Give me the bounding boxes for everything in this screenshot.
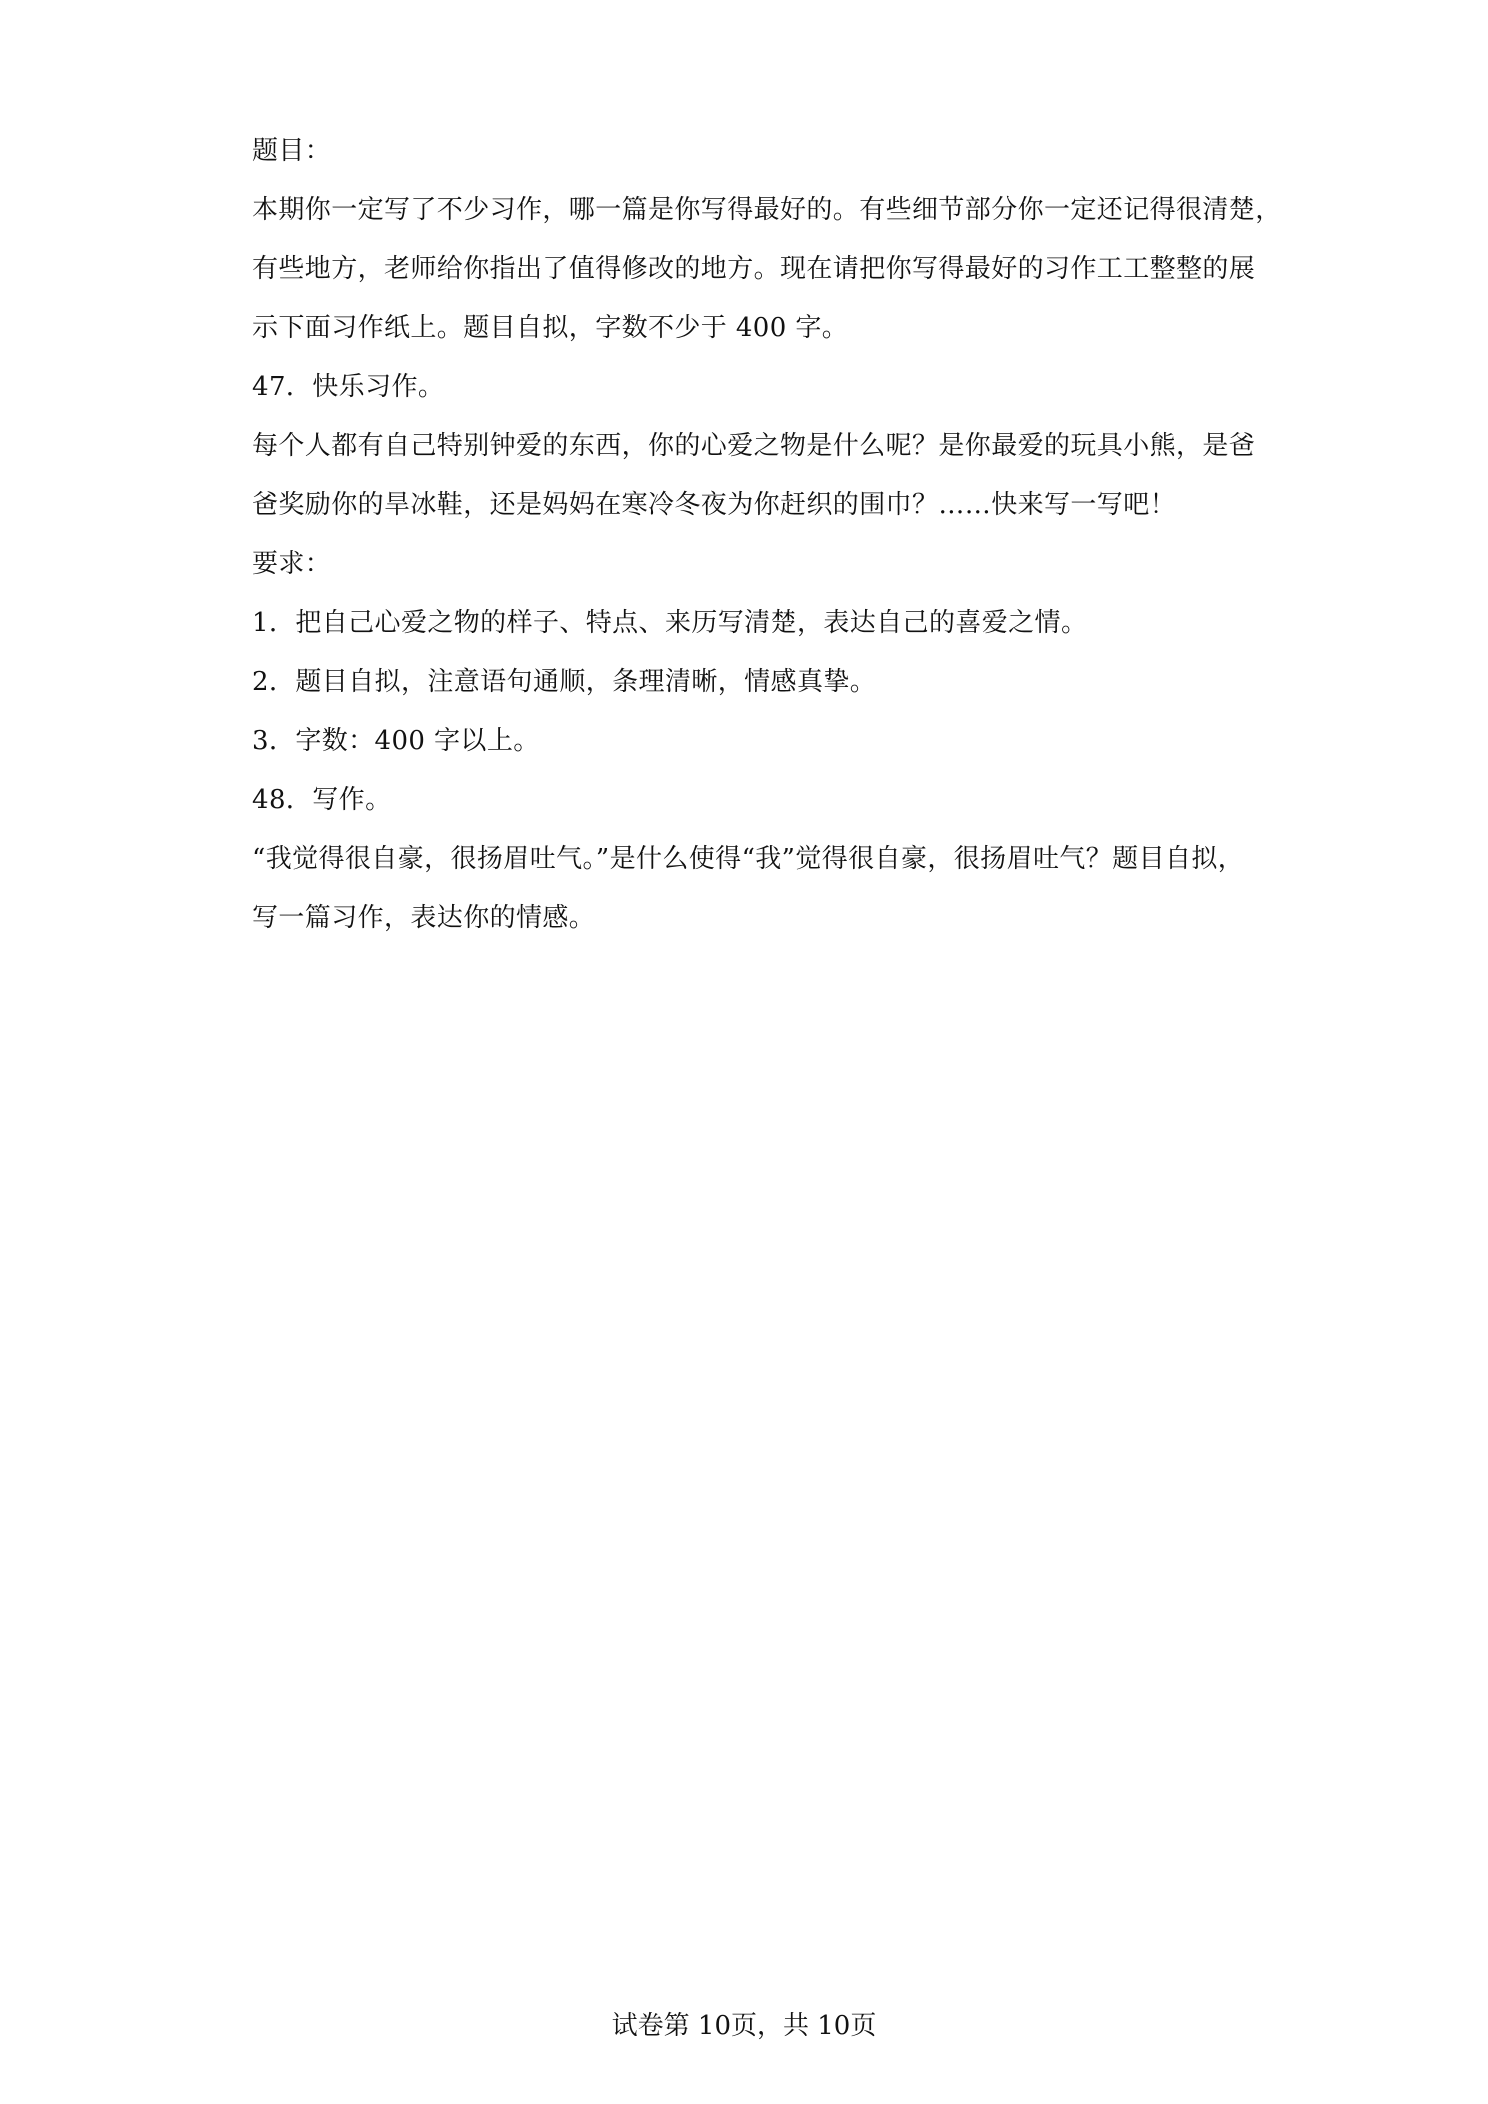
page-footer: 试卷第 10页，共 10页 <box>611 2011 877 2041</box>
question-48-heading: 48．写作。 <box>252 785 392 815</box>
question-47-heading: 47．快乐习作。 <box>252 372 445 402</box>
text-line: 本期你一定写了不少习作，哪一篇是你写得最好的。有些细节部分你一定还记得很清楚， <box>252 195 1282 225</box>
prompt-label: 题目： <box>252 136 332 166</box>
requirements-label: 要求： <box>252 549 332 579</box>
text-line: 写一篇习作，表达你的情感。 <box>252 903 596 933</box>
page-body <box>252 122 1282 948</box>
requirement-item: 2．题目自拟，注意语句通顺，条理清晰，情感真挚。 <box>252 667 877 697</box>
text-line: 每个人都有自己特别钟爱的东西，你的心爱之物是什么呢？是你最爱的玩具小熊，是爸 <box>252 431 1256 461</box>
text-line: “我觉得很自豪，很扬眉吐气。”是什么使得“我”觉得很自豪，很扬眉吐气？题目自拟， <box>252 844 1245 874</box>
requirement-item: 3．字数：400 字以上。 <box>252 726 540 756</box>
text-line: 爸奖励你的旱冰鞋，还是妈妈在寒冷冬夜为你赶织的围巾？……快来写一写吧！ <box>252 490 1177 520</box>
text-line: 有些地方，老师给你指出了值得修改的地方。现在请把你写得最好的习作工工整整的展 <box>252 254 1256 284</box>
requirement-item: 1．把自己心爱之物的样子、特点、来历写清楚，表达自己的喜爱之情。 <box>252 608 1088 638</box>
text-line: 示下面习作纸上。题目自拟，字数不少于 400 字。 <box>252 313 849 343</box>
